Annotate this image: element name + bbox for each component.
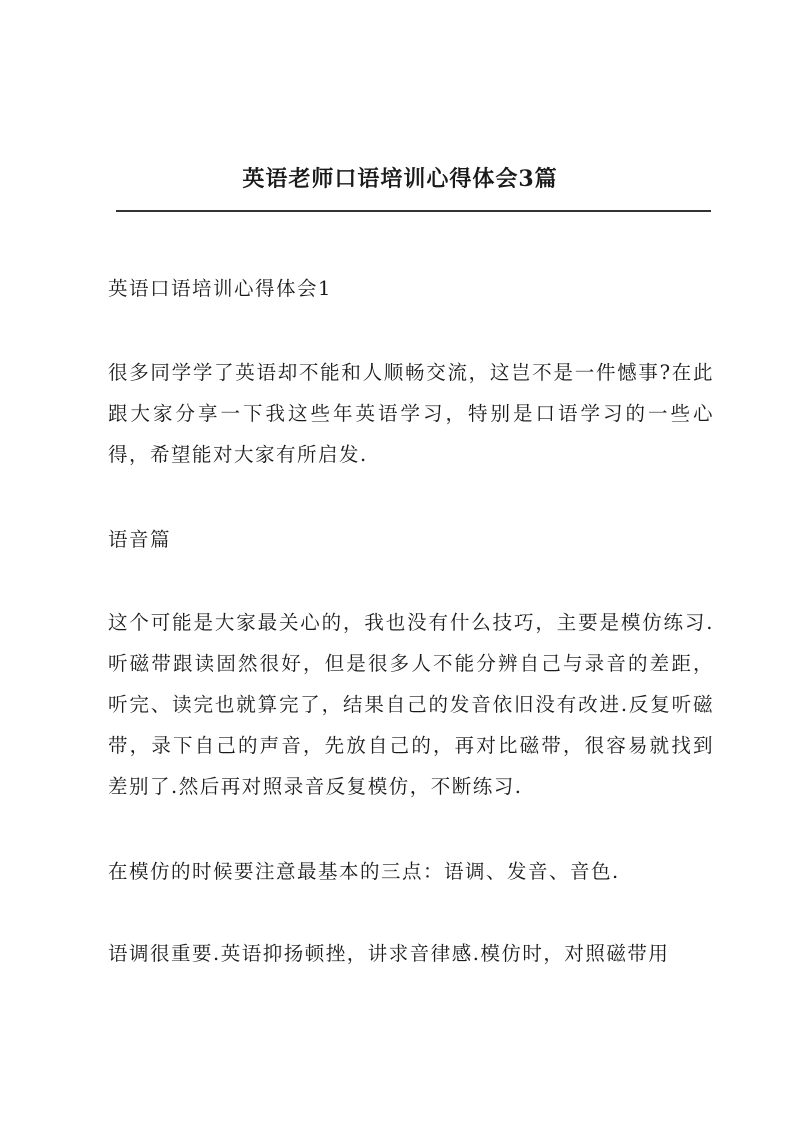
paragraph: 很多同学学了英语却不能和人顺畅交流，这岂不是一件憾事?在此跟大家分享一下我这些年英语学习，特别是口语学习的一些心得，希望能对大家有所启发. [108,361,714,466]
paragraph: 语调很重要.英语抑扬顿挫，讲求音律感.模仿时，对照磁带用 [108,942,670,965]
document-title: 英语老师口语培训心得体会3篇 [242,166,558,192]
paragraph: 这个可能是大家最关心的，我也没有什么技巧，主要是模仿练习.听磁带跟读固然很好，但是很多人不能分辨自己与录音的差距，听完、读完也就算完了，结果自己的发音依旧没有改进.反复听磁带，录下自己的声音，先放自己的，再对比磁带，很容易就找到差别了.然后再对照录音反复模仿，不断练习. [108,611,714,798]
section-heading: 英语口语培训心得体会1 [108,277,332,300]
paragraph: 在模仿的时候要注意最基本的三点：语调、发音、音色. [108,860,620,883]
section-heading: 语音篇 [108,528,172,551]
title-divider [116,210,711,212]
